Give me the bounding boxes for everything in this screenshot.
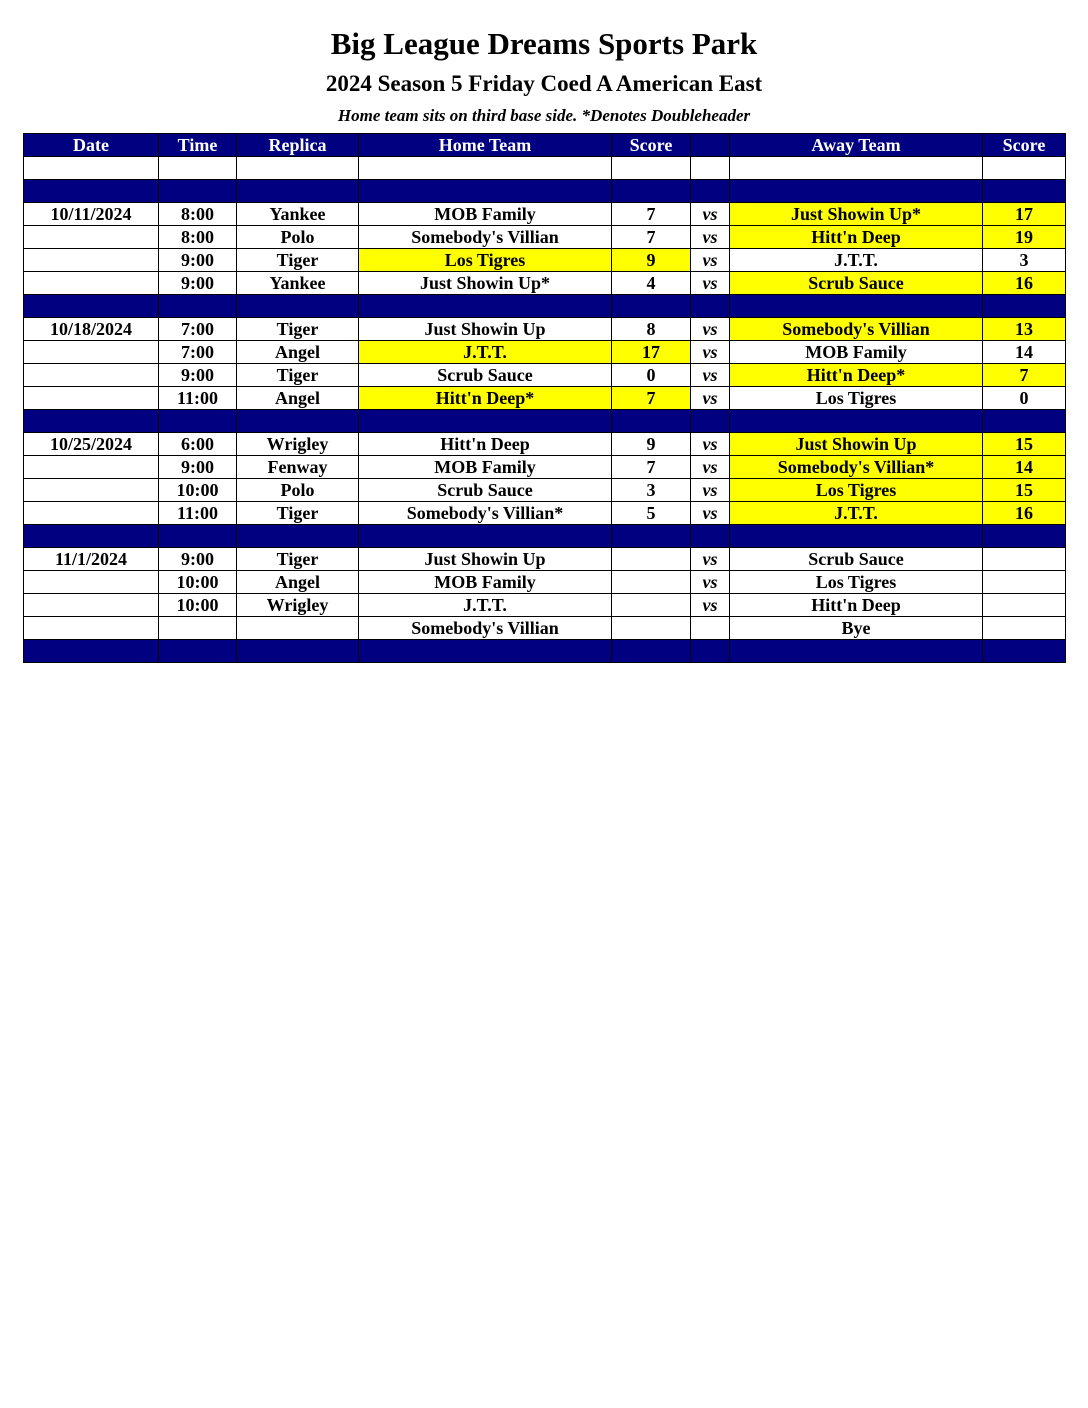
empty-cell: [24, 640, 159, 663]
empty-cell: [983, 525, 1066, 548]
empty-cell: [24, 157, 159, 180]
empty-cell: [159, 410, 237, 433]
date-cell: [24, 571, 159, 594]
time-cell: 7:00: [159, 318, 237, 341]
empty-cell: [159, 525, 237, 548]
vs-cell: vs: [691, 226, 730, 249]
home-team-cell: Just Showin Up: [359, 318, 612, 341]
time-cell: 10:00: [159, 571, 237, 594]
header-date: Date: [24, 134, 159, 157]
header-home-score: Score: [612, 134, 691, 157]
away-score-cell: 16: [983, 502, 1066, 525]
home-score-cell: 7: [612, 456, 691, 479]
away-team-cell: J.T.T.: [730, 249, 983, 272]
away-score-cell: 16: [983, 272, 1066, 295]
replica-cell: Fenway: [237, 456, 359, 479]
empty-cell: [730, 525, 983, 548]
header-away-team: Away Team: [730, 134, 983, 157]
vs-cell: vs: [691, 341, 730, 364]
game-row: [24, 203, 1066, 226]
header-vs: [691, 134, 730, 157]
away-score-cell: [983, 594, 1066, 617]
game-row: [24, 318, 1066, 341]
time-cell: 9:00: [159, 456, 237, 479]
home-score-cell: [612, 548, 691, 571]
game-row: [24, 456, 1066, 479]
game-row: [24, 594, 1066, 617]
separator-row: [24, 640, 1066, 663]
empty-cell: [612, 525, 691, 548]
home-score-cell: 9: [612, 249, 691, 272]
vs-cell: vs: [691, 571, 730, 594]
vs-cell: vs: [691, 433, 730, 456]
page-note: Home team sits on third base side. *Denotes Doubleheader: [337, 106, 751, 125]
date-cell: [24, 479, 159, 502]
replica-cell: Wrigley: [237, 594, 359, 617]
home-score-cell: 3: [612, 479, 691, 502]
home-team-cell: Just Showin Up*: [359, 272, 612, 295]
empty-cell: [730, 157, 983, 180]
game-row: [24, 502, 1066, 525]
away-team-cell: J.T.T.: [730, 502, 983, 525]
date-cell: [24, 387, 159, 410]
empty-cell: [612, 640, 691, 663]
vs-cell: [691, 617, 730, 640]
home-score-cell: [612, 617, 691, 640]
time-cell: 7:00: [159, 341, 237, 364]
separator-row: [24, 180, 1066, 203]
home-score-cell: 17: [612, 341, 691, 364]
away-team-cell: Los Tigres: [730, 387, 983, 410]
replica-cell: Yankee: [237, 203, 359, 226]
time-cell: 11:00: [159, 502, 237, 525]
away-score-cell: 3: [983, 249, 1066, 272]
home-score-cell: 7: [612, 387, 691, 410]
replica-cell: Tiger: [237, 502, 359, 525]
away-team-cell: Just Showin Up*: [730, 203, 983, 226]
game-row: [24, 433, 1066, 456]
away-score-cell: [983, 617, 1066, 640]
away-team-cell: Los Tigres: [730, 479, 983, 502]
time-cell: 9:00: [159, 364, 237, 387]
replica-cell: Tiger: [237, 548, 359, 571]
empty-cell: [237, 410, 359, 433]
empty-cell: [237, 157, 359, 180]
away-team-cell: Hitt'n Deep*: [730, 364, 983, 387]
vs-cell: vs: [691, 479, 730, 502]
empty-cell: [730, 180, 983, 203]
game-row: [24, 548, 1066, 571]
home-team-cell: Just Showin Up: [359, 548, 612, 571]
away-team-cell: Hitt'n Deep: [730, 226, 983, 249]
replica-cell: [237, 617, 359, 640]
empty-cell: [24, 295, 159, 318]
away-team-cell: Los Tigres: [730, 571, 983, 594]
empty-cell: [159, 180, 237, 203]
home-team-cell: Scrub Sauce: [359, 479, 612, 502]
time-cell: 9:00: [159, 548, 237, 571]
vs-cell: vs: [691, 387, 730, 410]
time-cell: 10:00: [159, 479, 237, 502]
vs-cell: vs: [691, 318, 730, 341]
replica-cell: Yankee: [237, 272, 359, 295]
date-cell: [24, 617, 159, 640]
time-cell: 9:00: [159, 272, 237, 295]
empty-cell: [359, 640, 612, 663]
time-cell: 8:00: [159, 203, 237, 226]
replica-cell: Tiger: [237, 364, 359, 387]
separator-row: [24, 295, 1066, 318]
replica-cell: Angel: [237, 571, 359, 594]
empty-cell: [359, 410, 612, 433]
home-score-cell: 8: [612, 318, 691, 341]
home-team-cell: Somebody's Villian*: [359, 502, 612, 525]
date-cell: [24, 594, 159, 617]
empty-cell: [983, 295, 1066, 318]
replica-cell: Polo: [237, 479, 359, 502]
away-team-cell: Bye: [730, 617, 983, 640]
vs-cell: vs: [691, 594, 730, 617]
away-score-cell: 15: [983, 433, 1066, 456]
away-score-cell: 13: [983, 318, 1066, 341]
header-away-score: Score: [983, 134, 1066, 157]
empty-cell: [730, 295, 983, 318]
home-score-cell: [612, 594, 691, 617]
home-team-cell: Los Tigres: [359, 249, 612, 272]
header-home-team: Home Team: [359, 134, 612, 157]
time-cell: 9:00: [159, 249, 237, 272]
empty-cell: [359, 180, 612, 203]
home-score-cell: 9: [612, 433, 691, 456]
time-cell: 10:00: [159, 594, 237, 617]
vs-cell: vs: [691, 548, 730, 571]
empty-cell: [612, 295, 691, 318]
home-score-cell: 5: [612, 502, 691, 525]
date-cell: [24, 502, 159, 525]
empty-cell: [691, 410, 730, 433]
date-cell: [24, 226, 159, 249]
bye-row: [24, 617, 1066, 640]
blank-row: [24, 157, 1066, 180]
date-cell: [24, 364, 159, 387]
game-row: [24, 364, 1066, 387]
home-team-cell: Somebody's Villian: [359, 617, 612, 640]
vs-cell: vs: [691, 272, 730, 295]
empty-cell: [24, 180, 159, 203]
empty-cell: [24, 525, 159, 548]
replica-cell: Angel: [237, 387, 359, 410]
home-score-cell: 0: [612, 364, 691, 387]
empty-cell: [612, 157, 691, 180]
empty-cell: [359, 525, 612, 548]
replica-cell: Wrigley: [237, 433, 359, 456]
vs-cell: vs: [691, 364, 730, 387]
away-team-cell: Scrub Sauce: [730, 548, 983, 571]
home-team-cell: Hitt'n Deep*: [359, 387, 612, 410]
date-cell: 11/1/2024: [24, 548, 159, 571]
away-team-cell: Just Showin Up: [730, 433, 983, 456]
home-score-cell: 4: [612, 272, 691, 295]
empty-cell: [983, 180, 1066, 203]
away-score-cell: 19: [983, 226, 1066, 249]
empty-cell: [612, 410, 691, 433]
away-score-cell: 14: [983, 341, 1066, 364]
away-team-cell: Somebody's Villian: [730, 318, 983, 341]
away-team-cell: Somebody's Villian*: [730, 456, 983, 479]
home-team-cell: MOB Family: [359, 456, 612, 479]
away-score-cell: [983, 548, 1066, 571]
empty-cell: [691, 180, 730, 203]
replica-cell: Polo: [237, 226, 359, 249]
empty-cell: [24, 410, 159, 433]
date-cell: [24, 249, 159, 272]
time-cell: [159, 617, 237, 640]
replica-cell: Tiger: [237, 249, 359, 272]
empty-cell: [359, 295, 612, 318]
game-row: [24, 272, 1066, 295]
empty-cell: [237, 525, 359, 548]
home-score-cell: 7: [612, 226, 691, 249]
game-row: [24, 226, 1066, 249]
game-row: [24, 341, 1066, 364]
empty-cell: [159, 640, 237, 663]
page-title: Big League Dreams Sports Park: [330, 26, 758, 61]
home-team-cell: J.T.T.: [359, 594, 612, 617]
time-cell: 11:00: [159, 387, 237, 410]
date-cell: 10/25/2024: [24, 433, 159, 456]
away-score-cell: 17: [983, 203, 1066, 226]
empty-cell: [691, 295, 730, 318]
away-team-cell: Scrub Sauce: [730, 272, 983, 295]
date-cell: [24, 272, 159, 295]
empty-cell: [691, 525, 730, 548]
vs-cell: vs: [691, 456, 730, 479]
home-team-cell: J.T.T.: [359, 341, 612, 364]
date-cell: 10/11/2024: [24, 203, 159, 226]
home-team-cell: MOB Family: [359, 571, 612, 594]
empty-cell: [691, 157, 730, 180]
empty-cell: [691, 640, 730, 663]
vs-cell: vs: [691, 203, 730, 226]
away-score-cell: 15: [983, 479, 1066, 502]
time-cell: 8:00: [159, 226, 237, 249]
game-row: [24, 571, 1066, 594]
away-score-cell: [983, 571, 1066, 594]
away-score-cell: 14: [983, 456, 1066, 479]
empty-cell: [983, 157, 1066, 180]
empty-cell: [237, 295, 359, 318]
schedule-body: [24, 157, 1066, 663]
home-team-cell: Somebody's Villian: [359, 226, 612, 249]
empty-cell: [983, 410, 1066, 433]
date-cell: [24, 341, 159, 364]
home-score-cell: 7: [612, 203, 691, 226]
away-team-cell: Hitt'n Deep: [730, 594, 983, 617]
date-cell: 10/18/2024: [24, 318, 159, 341]
replica-cell: Tiger: [237, 318, 359, 341]
separator-row: [24, 410, 1066, 433]
header-time: Time: [159, 134, 237, 157]
game-row: [24, 249, 1066, 272]
home-score-cell: [612, 571, 691, 594]
replica-cell: Angel: [237, 341, 359, 364]
home-team-cell: MOB Family: [359, 203, 612, 226]
away-team-cell: MOB Family: [730, 341, 983, 364]
date-cell: [24, 456, 159, 479]
empty-cell: [359, 157, 612, 180]
header-row: [24, 134, 1066, 157]
empty-cell: [730, 640, 983, 663]
separator-row: [24, 525, 1066, 548]
empty-cell: [237, 640, 359, 663]
home-team-cell: Scrub Sauce: [359, 364, 612, 387]
header-replica: Replica: [237, 134, 359, 157]
home-team-cell: Hitt'n Deep: [359, 433, 612, 456]
empty-cell: [237, 180, 359, 203]
vs-cell: vs: [691, 249, 730, 272]
empty-cell: [730, 410, 983, 433]
empty-cell: [983, 640, 1066, 663]
away-score-cell: 7: [983, 364, 1066, 387]
away-score-cell: 0: [983, 387, 1066, 410]
empty-cell: [612, 180, 691, 203]
game-row: [24, 479, 1066, 502]
page-subtitle: 2024 Season 5 Friday Coed A American East: [325, 71, 763, 96]
time-cell: 6:00: [159, 433, 237, 456]
schedule-table: [23, 133, 1066, 663]
empty-cell: [159, 295, 237, 318]
game-row: [24, 387, 1066, 410]
vs-cell: vs: [691, 502, 730, 525]
empty-cell: [159, 157, 237, 180]
